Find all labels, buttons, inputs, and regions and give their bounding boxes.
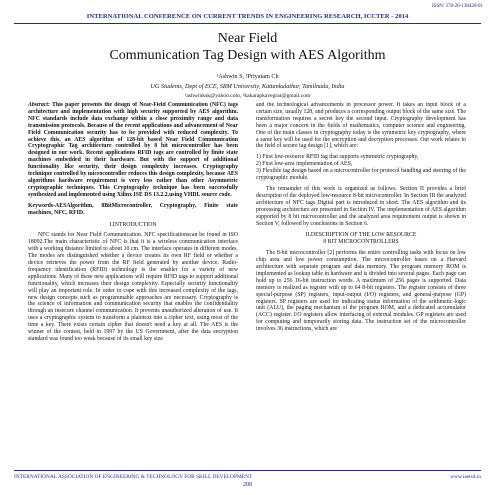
footer-organization: INTERNATIONAL ASSOCIATION OF ENGINEERING & TECHNOLOGY FOR SKILL DEVELOPMENT (14, 474, 253, 480)
title-line-2: Communication Tag Design with AES Algorithm (109, 48, 386, 63)
section-heading-microcontroller (256, 232, 466, 246)
abstract (28, 102, 238, 199)
contribution-item-2: 2) First low-area implementation of AES, (256, 161, 353, 168)
section2-heading-line-2: 8 BIT MICROCONTROLLERS (323, 239, 399, 246)
footer-website: www.iaetsd.in (450, 474, 481, 480)
paper-title (0, 30, 495, 64)
contribution-item-1: 1) First low-resource RFID tag that supports symmetric cryptography, (256, 154, 419, 161)
right-paragraph-1: and the technological advancements in processor power. It takes an input block of a certain size, usually 128, and produces a corresponding output block of the same size. The transformation requires a secret key the second input. Cryptography development has been a major concern in the fields of mathematics, computer science and engineering. One of the main classes in cryptography today is the symmetric key cryptography, where a same key will be used for the encryption and decryption processes. Our work relates to the field of secure tag design [1], which are: (256, 102, 466, 150)
abstract-text: This paper presents the design of Near-Field Communication (NFC) tags architecture and implementation with high security supported by AES algorithm. NFC standards include data exchange within a close proximity range and data transmission protocols. Because of the recent applications and advancement of Near Field Communication security has to be provided with reduced complexity. To achieve this, an AES algorithm of 128-bit based Near Field Communication Cryptographic Tag architecture controlled by 8 bit microcontroller has been designed in our work. Recent applications RFID tags are controlled by finite state machines embedded in their hardware. But with the support of additional functionality like security, their design complexity increases. Cryptography technique controlled by microcontroller reduces this design complexity, because AES algorithms hardware requirement is very less rather than other Asymmetric cryptographic techniques. This Cryptography technique has been successfully synthesized and implemented using Xilinx ISE DS 13.2.2.using VHDL source code. (28, 102, 238, 198)
conference-header: INTERNATIONAL CONFERENCE ON CURRENT TRENDS IN ENGINEERING RESEARCH, ICCTER - 2014 (86, 13, 409, 20)
affiliation: UG Students, Dept of ECE, SRM University, Kattankulathur, Tamilnadu, India (150, 83, 345, 90)
contribution-item-3: 3) Flexible tag design based on a microcontroller for protocol handling and steering of the cryptographic module. (256, 168, 466, 182)
page-number: 208 (243, 482, 252, 488)
header-rule (14, 23, 481, 24)
right-paragraph-3: The 8-bit microcontroller [2] performs the entire controlling tasks with focus on low chip area and low power consumption. The microcontroller bases on a Harvard architecture with separate program and data memory. The program memory ROM is implemented as lookup table in hardware and is divided into several pages. Each page can hold up to 256 16-bit instruction words. A maximum of 256 pages is supported. Data memory is realized as register with up to 64 8-bit registers. The register consists of three special-purpose (SP) registers, input-output (I/O) registers, and general-purpose (GP) registers. SP registers are used for indicating status information of the arithmetic-logic unit (ALU), the paging mechanism of the program ROM, and a dedicated accumulator (ACC) register. I/O registers allow interfacing of external modules. GP registers are used for computing and temporarily storing data. The instruction set of the microcontroller involves 36 instructions, which are (256, 250, 466, 333)
footer-rule (14, 470, 481, 471)
intro-paragraph: NFC stands for Near Field Communication. NFC specificationscan be found in ISO 18092.The main characteristic of NFC is that it is a wireless communication interface with a working distance limited to about 10 cm. The interface operates in different modes. The modes are distinguished whether a device creates its own RF field or whether a device retrieves the power from the RF field generated by another device. Radio-frequency identification (RFID) technology is the enabler for a variety of new applications. Many of these new applications will require RFID tags to support additional functionality, which increases their design complexity. Especially security functionality will play an important role. In order to cope with this increased complexity of the tags, new design concepts such as programmable approaches are necessary. Cryptography is the science of information and communication security that enables the confidentiality through an insecure channel communication. It prevents unauthorized alteration of use. It uses a cryptographic system to transform a plaintext into a cipher text, using most of the time a key. There exists certain cipher that doesn't need a key at all. The AES is the winner of the contest, held in 1997 by the US Government, after the data encryption standard was found too weak because of its small key size (28, 232, 238, 342)
keywords: Keywords-AESAlgorithm, 8BitMicrocontroller, Cryptography, Finite state machines, NFC, RFID. (28, 202, 238, 216)
left-column (28, 102, 238, 464)
section-heading-introduction: I.INTRODUCTION (109, 221, 157, 228)
right-column (256, 102, 466, 464)
authors: ¹Ashwin S, ²Priyatam Ch (216, 73, 279, 80)
abstract-label: Abstract: (28, 102, 50, 108)
section2-heading-line-1: II.DESCRIPTION OF THE LOW RESOURCE (305, 232, 417, 239)
isbn-label: ISSN: 378-26-138420-01 (432, 4, 483, 9)
right-paragraph-2: The remainder of this work is organized as follows. Section II provides a brief description of the deployed low-resource 8-bit microcontroller. In Section III the analyzed architecture of NFC tags Digital part is introduced in short. The AES algorithm and its processing architecture are presented in Section IV. The implementation of AES algorithm supported by 8 bit microcontroller and the analyzed area requirement output is shown in Section V, followed by conclusions in Section 6. (256, 185, 466, 227)
author-emails: ¹ashwinksk@yahoo.com, ²kakarapkavegrat@gmail.com (184, 93, 311, 99)
title-line-1: Near Field (217, 31, 278, 46)
